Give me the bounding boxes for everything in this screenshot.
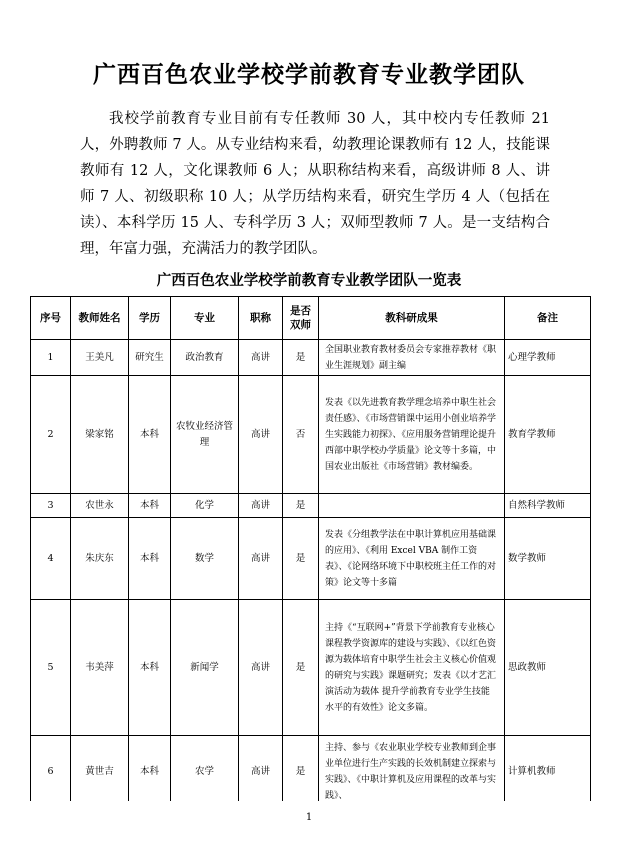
table-title: 广西百色农业学校学前教育专业教学团队一览表 bbox=[156, 273, 462, 289]
cell-rank: 高讲 bbox=[239, 518, 283, 600]
cell-major: 化学 bbox=[171, 494, 239, 518]
cell-note: 教育学教师 bbox=[505, 376, 591, 494]
cell-no: 3 bbox=[31, 494, 71, 518]
cell-rank: 高讲 bbox=[239, 600, 283, 736]
cell-name: 农世永 bbox=[71, 494, 129, 518]
table-row bbox=[31, 494, 591, 518]
intro-text: 我校学前教育专业目前有专任教师 30 人，其中校内专任教师 21 人，外聘教师 7 人。从专业结构来看，幼教理论课教师有 12 人，技能课教师有 12 人，文化课教师 6 人；从职称结构来看，高级讲师 8 人、讲师 7 人、初级职称 10 人；从学历结构来看，研究生学历 4 人（包括在读）、本科学历 15 人、专科学历 3 人；双师型教师 7 人。是一支结构合理，年富力强，充满活力的教学团队。 bbox=[80, 111, 550, 257]
cell-edu: 本科 bbox=[129, 494, 171, 518]
document-title: 广西百色农业学校学前教育专业教学团队 bbox=[93, 62, 525, 88]
cell-dual: 是 bbox=[283, 340, 319, 376]
table-row bbox=[31, 518, 591, 600]
page-number: 1 bbox=[305, 812, 313, 823]
cell-no: 4 bbox=[31, 518, 71, 600]
cell-name: 王美凡 bbox=[71, 340, 129, 376]
table-viewport bbox=[0, 296, 618, 801]
cell-dual: 是 bbox=[283, 518, 319, 600]
cell-research bbox=[319, 494, 505, 518]
header-edu: 学历 bbox=[129, 297, 171, 340]
header-research: 教科研成果 bbox=[319, 297, 505, 340]
cell-research: 主持、参与《农业职业学校专业教师到企事业单位进行生产实践的长效机制建立探索与实践》、《中职计算机及应用课程的改革与实践》、 bbox=[319, 736, 505, 802]
cell-major: 农牧业经济管理 bbox=[171, 376, 239, 494]
cell-research: 发表《以先进教育教学理念培养中职生社会责任感》、《市场营销课中运用小创业培养学生实践能力初探》、《应用服务营销理论提升西部中职学校办学质量》论文等十多篇，中国农业出版社《市场营销》教材编委。 bbox=[319, 376, 505, 494]
cell-research: 发表《分组教学法在中职计算机应用基础课的应用》、《利用 Excel VBA 制作工资表》、《论网络环境下中职校班主任工作的对策》论文等十多篇 bbox=[319, 518, 505, 600]
header-note: 备注 bbox=[505, 297, 591, 340]
table-row bbox=[31, 736, 591, 802]
cell-no: 5 bbox=[31, 600, 71, 736]
cell-major: 数学 bbox=[171, 518, 239, 600]
cell-note: 计算机教师 bbox=[505, 736, 591, 802]
cell-name: 梁家铭 bbox=[71, 376, 129, 494]
cell-major: 农学 bbox=[171, 736, 239, 802]
cell-note: 思政教师 bbox=[505, 600, 591, 736]
cell-rank: 高讲 bbox=[239, 494, 283, 518]
header-no: 序号 bbox=[31, 297, 71, 340]
cell-dual: 是 bbox=[283, 494, 319, 518]
team-table bbox=[30, 296, 591, 801]
cell-edu: 研究生 bbox=[129, 340, 171, 376]
header-rank: 职称 bbox=[239, 297, 283, 340]
cell-dual: 否 bbox=[283, 376, 319, 494]
header-name: 教师姓名 bbox=[71, 297, 129, 340]
table-row bbox=[31, 340, 591, 376]
cell-edu: 本科 bbox=[129, 736, 171, 802]
table-row bbox=[31, 600, 591, 736]
header-dual: 是否双师 bbox=[283, 297, 319, 340]
cell-name: 黄世吉 bbox=[71, 736, 129, 802]
cell-note: 心理学教师 bbox=[505, 340, 591, 376]
cell-major: 新闻学 bbox=[171, 600, 239, 736]
cell-edu: 本科 bbox=[129, 600, 171, 736]
table-header-row bbox=[31, 297, 591, 340]
cell-edu: 本科 bbox=[129, 376, 171, 494]
intro-paragraph bbox=[80, 106, 550, 262]
table-row bbox=[31, 376, 591, 494]
cell-name: 韦美萍 bbox=[71, 600, 129, 736]
cell-rank: 高讲 bbox=[239, 736, 283, 802]
cell-edu: 本科 bbox=[129, 518, 171, 600]
cell-no: 2 bbox=[31, 376, 71, 494]
header-major: 专业 bbox=[171, 297, 239, 340]
cell-note: 数学教师 bbox=[505, 518, 591, 600]
cell-dual: 是 bbox=[283, 600, 319, 736]
cell-no: 1 bbox=[31, 340, 71, 376]
cell-rank: 高讲 bbox=[239, 376, 283, 494]
cell-major: 政治教育 bbox=[171, 340, 239, 376]
cell-research: 全国职业教育教材委员会专家推荐教材《职业生涯规划》副主编 bbox=[319, 340, 505, 376]
cell-note: 自然科学教师 bbox=[505, 494, 591, 518]
cell-rank: 高讲 bbox=[239, 340, 283, 376]
cell-dual: 是 bbox=[283, 736, 319, 802]
cell-research: 主持《“互联网+”背景下学前教育专业核心课程教学资源库的建设与实践》、《以红色资源为载体培育中职学生社会主义核心价值观的研究与实践》课题研究；发表《以才艺汇演活动为载体 提升学前教育专业学生技能水平的有效性》论文多篇。 bbox=[319, 600, 505, 736]
cell-no: 6 bbox=[31, 736, 71, 802]
cell-name: 朱庆东 bbox=[71, 518, 129, 600]
